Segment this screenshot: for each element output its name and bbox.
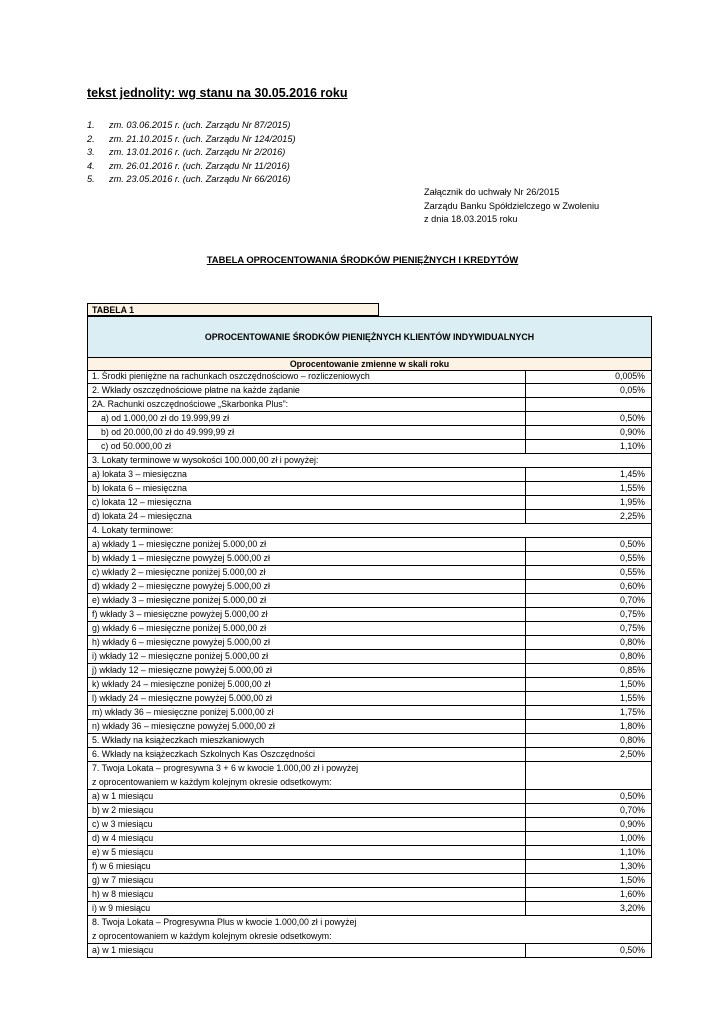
row-label: b) w 2 miesiącu <box>88 804 526 817</box>
row-rate: 0,85% <box>620 665 645 675</box>
row-rate: 0,80% <box>620 735 645 745</box>
table-row <box>88 636 651 650</box>
row-label: b) wkłady 1 – miesięczne powyżej 5.000,00 zł <box>88 552 526 565</box>
amendments-list <box>87 119 296 187</box>
row-rate: 0,50% <box>620 413 645 423</box>
table-row <box>88 664 651 678</box>
row-rate: 1,55% <box>620 693 645 703</box>
table-row <box>88 650 651 664</box>
row-rate: 2,25% <box>620 511 645 521</box>
annex-note <box>424 186 599 227</box>
amendment-text: zm. 13.01.2016 r. (uch. Zarządu Nr 2/2016) <box>109 147 286 158</box>
annex-line: z dnia 18.03.2015 roku <box>424 214 518 225</box>
row-label: g) wkłady 6 – miesięczne poniżej 5.000,00 zł <box>88 622 526 635</box>
row-label: f) w 6 miesiącu <box>88 860 526 873</box>
table-row <box>88 846 651 860</box>
row-label: h) wkłady 6 – miesięczne powyżej 5.000,00 zł <box>88 636 526 649</box>
row-label: j) wkłady 12 – miesięczne powyżej 5.000,00 zł <box>88 664 526 677</box>
row-rate: 1,50% <box>620 679 645 689</box>
amendment-number: 4. <box>87 160 95 171</box>
amendment-item <box>87 146 296 160</box>
row-rate: 0,70% <box>620 805 645 815</box>
row-rate: 1,50% <box>620 875 645 885</box>
row-label: b) lokata 6 – miesięczna <box>88 482 526 495</box>
amendment-item <box>87 173 296 187</box>
amendment-item <box>87 133 296 147</box>
row-label: e) w 5 miesiącu <box>88 846 526 859</box>
row-rate: 0,60% <box>620 581 645 591</box>
row-label: c) w 3 miesiącu <box>88 818 526 831</box>
table-label: TABELA 1 <box>87 303 379 316</box>
row-label: 7. Twoja Lokata – progresywna 3 + 6 w kwocie 1.000,00 zł i powyżej z oprocentowaniem w każdym kolejnym okresie odsetkowym: <box>88 762 526 789</box>
row-rate: 1,75% <box>620 707 645 717</box>
row-label: b) od 20.000,00 zł do 49.999,99 zł <box>88 426 526 439</box>
row-label: f) wkłady 3 – miesięczne powyżej 5.000,00 zł <box>88 608 526 621</box>
table-row <box>88 608 651 622</box>
table-row <box>88 454 651 468</box>
table-row <box>88 538 651 552</box>
row-label: d) wkłady 2 – miesięczne powyżej 5.000,00 zł <box>88 580 526 593</box>
table-row <box>88 748 651 762</box>
amendment-number: 1. <box>87 120 95 130</box>
table-row <box>88 510 651 524</box>
row-rate: 1,60% <box>620 889 645 899</box>
table-row <box>88 720 651 734</box>
row-rate: 0,55% <box>620 567 645 577</box>
row-rate: 0,75% <box>620 609 645 619</box>
amendment-text: zm. 03.06.2015 r. (uch. Zarządu Nr 87/2015) <box>109 120 291 130</box>
row-rate: 0,90% <box>620 427 645 437</box>
row-rate: 0,90% <box>620 819 645 829</box>
amendment-text: zm. 21.10.2015 r. (uch. Zarządu Nr 124/2015) <box>109 133 296 144</box>
row-rate: 0,50% <box>620 791 645 801</box>
amendment-text: zm. 23.05.2016 r. (uch. Zarządu Nr 66/2016) <box>109 174 291 185</box>
amendment-number: 2. <box>87 133 95 144</box>
table-row <box>88 902 651 916</box>
row-label: 2. Wkłady oszczędnościowe płatne na każde żądanie <box>88 384 526 397</box>
row-label: e) wkłady 3 – miesięczne poniżej 5.000,00 zł <box>88 594 526 607</box>
row-rate: 0,70% <box>620 595 645 605</box>
row-label: a) wkłady 1 – miesięczne poniżej 5.000,00 zł <box>88 538 526 551</box>
table-section-header: OPROCENTOWANIE ŚRODKÓW PIENIĘŻNYCH KLIENTÓW INDYWIDUALNYCH <box>87 316 652 358</box>
row-label: g) w 7 miesiącu <box>88 874 526 887</box>
table-row <box>88 692 651 706</box>
table-row <box>88 398 651 412</box>
table-row <box>88 818 651 832</box>
row-rate: 3,20% <box>620 903 645 913</box>
table-row <box>88 566 651 580</box>
table-row <box>88 580 651 594</box>
row-label: 8. Twoja Lokata – Progresywna Plus w kwocie 1.000,00 zł i powyżej z oprocentowaniem w każdym kolejnym okresie odsetkowym: <box>92 917 357 941</box>
row-rate: 1,00% <box>620 833 645 843</box>
table-row <box>88 706 651 720</box>
row-label: 5. Wkłady na książeczkach mieszkaniowych <box>88 734 526 747</box>
row-label: a) lokata 3 – miesięczna <box>88 468 526 481</box>
amendment-item <box>87 160 296 174</box>
annex-line: Zarządu Banku Spółdzielczego w Zwoleniu <box>424 200 600 211</box>
row-label: 2A. Rachunki oszczędnościowe „Skarbonka Plus”: <box>88 398 526 411</box>
table-row <box>88 370 651 384</box>
table-row <box>88 524 651 538</box>
row-rate: 0,75% <box>620 623 645 633</box>
row-rate: 1,30% <box>620 861 645 871</box>
row-rate: 0,55% <box>620 553 645 563</box>
row-rate: 1,55% <box>620 483 645 493</box>
row-label: l) wkłady 24 – miesięczne powyżej 5.000,00 zł <box>88 692 526 705</box>
row-label: a) w 1 miesiącu <box>88 944 526 957</box>
row-label: m) wkłady 36 – miesięczne poniżej 5.000,00 zł <box>88 706 526 719</box>
row-rate: 0,80% <box>620 651 645 661</box>
table-row <box>88 468 651 482</box>
document-heading: tekst jednolity: wg stanu na 30.05.2016 roku <box>87 86 348 100</box>
page-title: TABELA OPROCENTOWANIA ŚRODKÓW PIENIĘŻNYCH I KREDYTÓW <box>206 254 519 265</box>
row-rate: 1,45% <box>620 469 645 479</box>
row-label: d) w 4 miesiącu <box>88 832 526 845</box>
row-rate: 1,95% <box>620 497 645 507</box>
table-row <box>88 888 651 902</box>
row-label: c) lokata 12 – miesięczna <box>88 496 526 509</box>
table-subsection-header: Oprocentowanie zmienne w skali roku <box>87 357 652 371</box>
table-row <box>88 384 651 398</box>
row-rate: 1,80% <box>620 721 645 731</box>
row-label: 4. Lokaty terminowe: <box>92 525 174 535</box>
amendment-number: 3. <box>87 147 95 158</box>
table-row <box>88 594 651 608</box>
row-label: i) w 9 miesiącu <box>88 902 526 915</box>
table-row <box>88 916 651 944</box>
table-row <box>88 874 651 888</box>
row-label: n) wkłady 36 – miesięczne powyżej 5.000,00 zł <box>88 720 526 733</box>
table-row <box>88 734 651 748</box>
row-label: 6. Wkłady na książeczkach Szkolnych Kas Oszczędności <box>88 748 526 761</box>
annex-line: Załącznik do uchwały Nr 26/2015 <box>424 187 560 197</box>
row-rate: 0,005% <box>615 371 645 381</box>
table-row <box>88 832 651 846</box>
row-rate: 1,10% <box>620 847 645 857</box>
amendment-number: 5. <box>87 174 95 185</box>
row-rate <box>526 762 651 789</box>
row-label: c) od 50.000,00 zł <box>88 440 526 453</box>
row-rate: 1,10% <box>620 441 645 451</box>
row-rate: 0,50% <box>620 539 645 549</box>
table-row <box>88 426 651 440</box>
row-label: k) wkłady 24 – miesięczne poniżej 5.000,00 zł <box>88 678 526 691</box>
row-label: i) wkłady 12 – miesięczne poniżej 5.000,00 zł <box>88 650 526 663</box>
row-label: a) w 1 miesiącu <box>88 790 526 803</box>
row-rate <box>526 398 651 411</box>
table-row <box>88 482 651 496</box>
interest-rate-table <box>87 370 652 958</box>
row-label: d) lokata 24 – miesięczna <box>88 510 526 523</box>
table-row <box>88 412 651 426</box>
row-label: c) wkłady 2 – miesięczne poniżej 5.000,00 zł <box>88 566 526 579</box>
row-rate: 0,50% <box>620 945 645 955</box>
table-row <box>88 944 651 958</box>
table-row <box>88 440 651 454</box>
row-rate: 2,50% <box>620 749 645 759</box>
table-row <box>88 804 651 818</box>
table-row <box>88 552 651 566</box>
row-label: 3. Lokaty terminowe w wysokości 100.000,00 zł i powyżej: <box>92 455 319 465</box>
row-label: 1. Środki pieniężne na rachunkach oszczędnościowo – rozliczeniowych <box>88 370 526 383</box>
table-row <box>88 678 651 692</box>
table-row <box>88 762 651 790</box>
table-row <box>88 860 651 874</box>
amendment-text: zm. 26.01.2016 r. (uch. Zarządu Nr 11/2016) <box>109 160 290 171</box>
table-row <box>88 496 651 510</box>
row-rate: 0,80% <box>620 637 645 647</box>
row-label: h) w 8 miesiącu <box>88 888 526 901</box>
row-label: a) od 1.000,00 zł do 19.999,99 zł <box>88 412 526 425</box>
row-rate: 0,05% <box>620 385 645 395</box>
amendment-item <box>87 119 296 133</box>
table-row <box>88 622 651 636</box>
table-row <box>88 790 651 804</box>
